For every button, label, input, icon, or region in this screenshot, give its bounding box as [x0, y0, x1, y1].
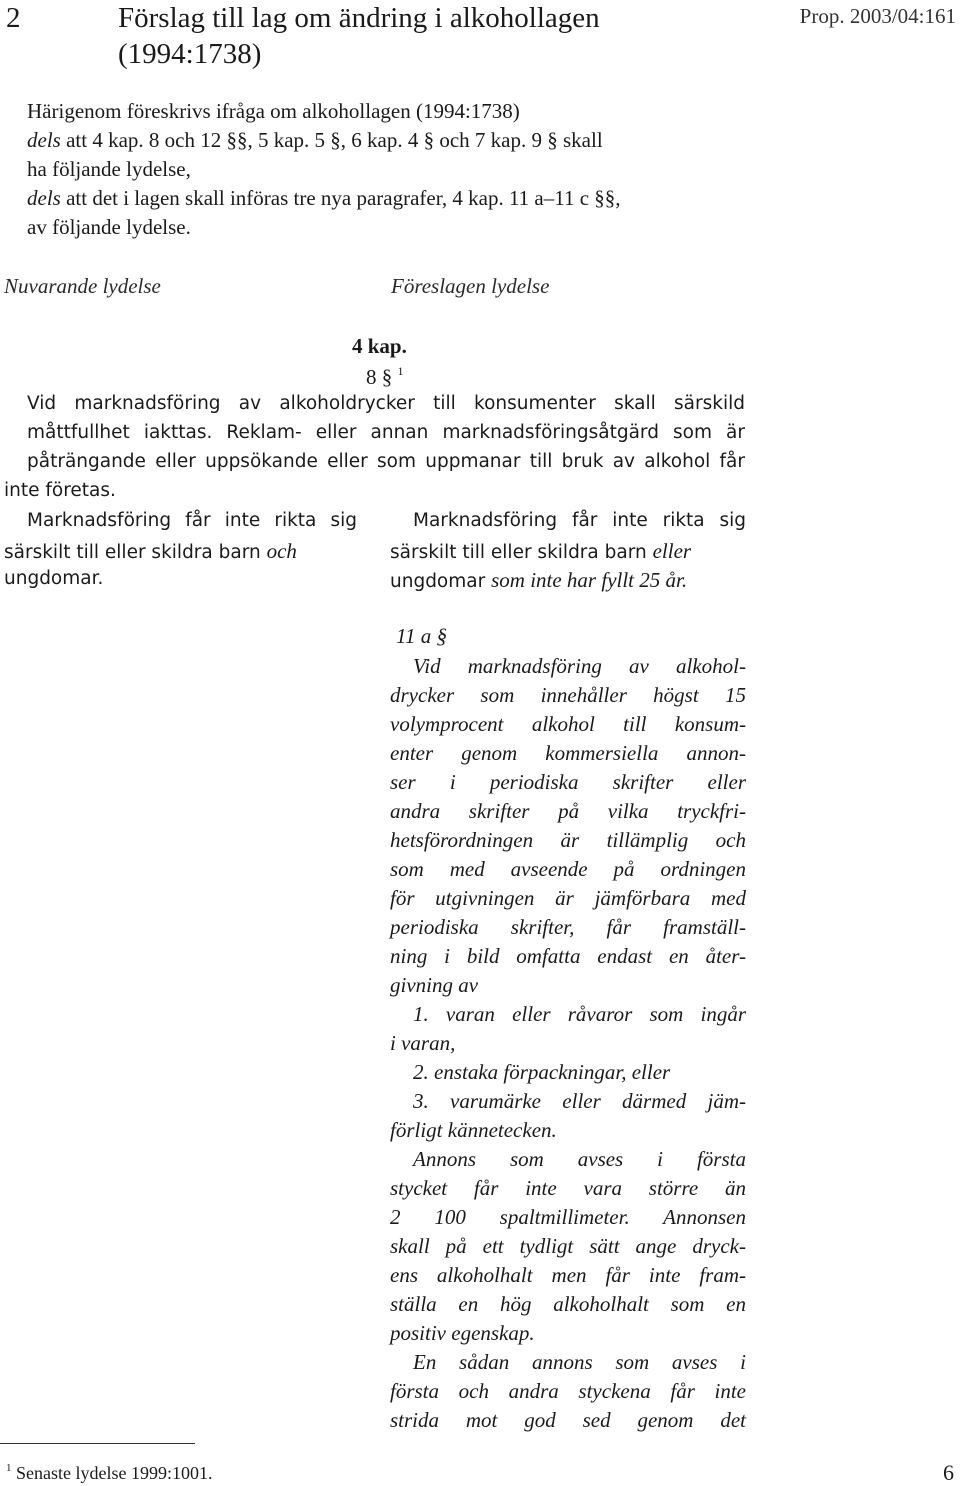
- page-title-line2: (1994:1738): [118, 38, 262, 70]
- footnote-ref: 1: [397, 364, 404, 378]
- chapter-heading: 4 kap.: [352, 334, 407, 358]
- page-title-line1: Förslag till lag om ändring i alkohollagen: [118, 2, 600, 34]
- section-11a-line: givning av: [390, 973, 479, 997]
- section-11a-line: hetsförordningen är tillämplig och: [390, 828, 746, 852]
- right-col-line1: Marknadsföring får inte rikta sig: [413, 510, 746, 531]
- section-11a-line: Annons som avses i första: [413, 1147, 746, 1171]
- section-11a-line: strida mot god sed genom det: [390, 1408, 746, 1432]
- section-11a-line: förligt kännetecken.: [390, 1118, 557, 1142]
- paragraph-heading: [366, 364, 404, 390]
- section-11a-line: 2 100 spaltmillimeter. Annonsen: [390, 1205, 746, 1229]
- right-col-line2: [390, 539, 746, 564]
- paragraph-label: 8 §: [366, 365, 393, 389]
- intro-line1: Härigenom föreskrivs ifråga om alkohollagen (1994:1738): [27, 99, 520, 123]
- section-11a-line: ens alkoholhalt men får inte fram-: [390, 1263, 746, 1287]
- intro-line2-text: att 4 kap. 8 och 12 §§, 5 kap. 5 §, 6 kap. 4 § och 7 kap. 9 § skall: [60, 128, 603, 152]
- right-col-line3: [390, 568, 687, 593]
- section-11a-line: 2. enstaka förpackningar, eller: [413, 1060, 671, 1084]
- intro-line2: [27, 128, 745, 153]
- left-col-line1: Marknadsföring får inte rikta sig: [27, 510, 357, 531]
- left-col-line3: ungdomar.: [4, 568, 104, 589]
- section-11a-line: volymprocent alkohol till konsum-: [390, 712, 746, 736]
- chapter-number: 2: [6, 2, 21, 34]
- footnote-marker: 1: [6, 1462, 12, 1474]
- left-col-line2-emphasis: och: [266, 539, 297, 563]
- intro-line3: ha följande lydelse,: [27, 157, 191, 181]
- left-col-line2: [4, 539, 357, 564]
- section-11a-line: drycker som innehåller högst 15: [390, 683, 746, 707]
- page-number: 6: [943, 1460, 954, 1485]
- right-col-line2-text: särskilt till eller skildra barn: [390, 542, 653, 563]
- right-col-line2-emphasis: eller: [652, 539, 692, 563]
- intro-line2-emphasis: dels: [27, 128, 61, 152]
- section-11a-line: för utgivningen är jämförbara med: [390, 886, 746, 910]
- section-11a-line: som med avseende på ordningen: [390, 857, 746, 881]
- section-11a-line: 1. varan eller råvaror som ingår: [413, 1002, 746, 1026]
- proposition-reference: Prop. 2003/04:161: [799, 4, 956, 28]
- intro-line4-emphasis: dels: [27, 186, 61, 210]
- section-11a-line: ning i bild omfatta endast en åter-: [390, 944, 746, 968]
- intro-line4-text: att det i lagen skall införas tre nya paragrafer, 4 kap. 11 a–11 c §§,: [60, 186, 621, 210]
- column-heading-current: Nuvarande lydelse: [4, 274, 161, 298]
- body-line4: inte företas.: [4, 480, 116, 501]
- section-11a-line: periodiska skrifter, får framställ-: [390, 915, 746, 939]
- footnote-text: Senaste lydelse 1999:1001.: [16, 1463, 213, 1483]
- footnote: [6, 1462, 212, 1484]
- intro-line4: [27, 186, 621, 211]
- right-col-line3-text: ungdomar: [390, 571, 492, 592]
- section-11a-line: andra skrifter på vilka tryckfri-: [390, 799, 746, 823]
- section-11a-line: skall på ett tydligt sätt ange dryck-: [390, 1234, 746, 1258]
- section-11a-line: 3. varumärke eller därmed jäm-: [413, 1089, 746, 1113]
- section-11a-line: stycket får inte vara större än: [390, 1176, 746, 1200]
- intro-line5: av följande lydelse.: [27, 215, 191, 239]
- section-11a-line: första och andra styckena får inte: [390, 1379, 746, 1403]
- section-11a-line: i varan,: [390, 1031, 456, 1055]
- section-11a-line: positiv egenskap.: [390, 1321, 535, 1345]
- footnote-divider: [0, 1443, 195, 1444]
- left-col-line2-text: särskilt till eller skildra barn: [4, 542, 267, 563]
- body-line2: måttfullhet iakttas. Reklam- eller annan marknadsföringsåtgärd som är: [27, 422, 745, 443]
- section-11a-line: Vid marknadsföring av alkohol-: [413, 654, 746, 678]
- section-11a-line: ställa en hög alkoholhalt som en: [390, 1292, 746, 1316]
- right-col-line3-emphasis: som inte har fyllt 25 år.: [491, 568, 688, 592]
- section-11a-heading: 11 a §: [396, 624, 447, 648]
- section-11a-line: ser i periodiska skrifter eller: [390, 770, 746, 794]
- section-11a-line: En sådan annons som avses i: [413, 1350, 746, 1374]
- body-line1: Vid marknadsföring av alkoholdrycker till konsumenter skall särskild: [27, 393, 745, 414]
- section-11a-line: enter genom kommersiella annon-: [390, 741, 746, 765]
- body-line3: påträngande eller uppsökande eller som uppmanar till bruk av alkohol får: [27, 451, 745, 472]
- column-heading-proposed: Föreslagen lydelse: [391, 274, 550, 298]
